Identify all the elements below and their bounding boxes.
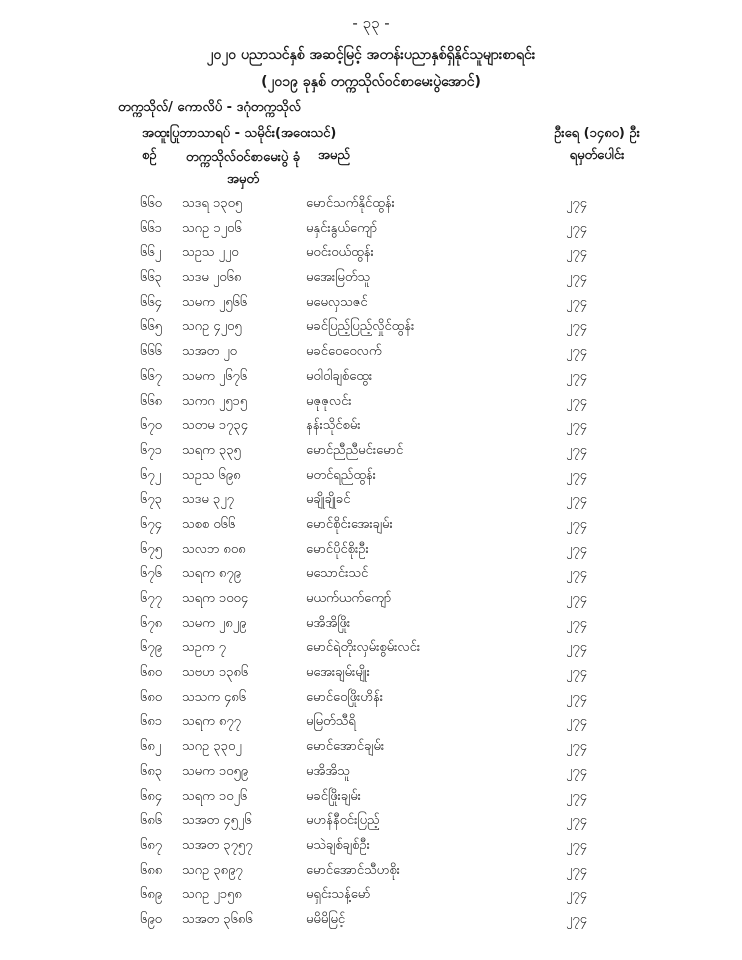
total-score: ၂၇၄ xyxy=(566,640,588,656)
student-name: မောင်စိုင်းအေးချမ်း xyxy=(306,516,393,532)
table-row xyxy=(0,787,742,812)
student-name: မနှင်းနွယ်ကျော် xyxy=(306,220,378,236)
table-row xyxy=(0,441,742,466)
page-number: - ၃၃ - xyxy=(352,14,390,32)
table-row xyxy=(0,416,742,441)
table-row xyxy=(0,663,742,688)
student-name: မောင်သက်နိုင်ထွန်း xyxy=(306,196,395,211)
table-row xyxy=(0,466,742,491)
student-name: မောင်အောင်ချမ်း xyxy=(306,739,385,755)
table-row xyxy=(0,910,742,935)
table-row xyxy=(0,342,742,367)
table-row xyxy=(0,515,742,540)
row-number: ၆၈၃ xyxy=(140,763,163,779)
row-number: ၆၉၀ xyxy=(140,911,162,927)
total-score: ၂၇၄ xyxy=(566,714,588,730)
row-number: ၆၆၃ xyxy=(140,270,162,286)
table-row xyxy=(0,317,742,342)
total-score: ၂၇၄ xyxy=(566,294,588,310)
total-score: ၂၇၄ xyxy=(566,220,588,236)
subject-heading: အထူးပြုဘာသာရပ် - သမိုင်း(အဝေးသင်) xyxy=(142,126,337,141)
row-number: ၆၇၆ xyxy=(140,566,162,582)
column-header-roll: တက္ကသိုလ်ဝင်စာမေးပွဲ ခုံအမှတ် xyxy=(185,150,301,187)
table-row xyxy=(0,219,742,244)
roll-number: သဥသ ၂၂၀ xyxy=(182,245,239,261)
row-number: ၆၆၁ xyxy=(140,220,162,236)
table-row xyxy=(0,194,742,219)
table-row xyxy=(0,861,742,886)
roll-number: သလဘ ၈၀၈ xyxy=(182,541,246,557)
row-number: ၆၆၇ xyxy=(140,368,162,384)
total-score: ၂၇၄ xyxy=(566,566,588,582)
roll-number: သသက ၄၈၆ xyxy=(182,689,247,705)
row-number: ၆၇၃ xyxy=(140,492,162,508)
roll-number: သမက ၁၀၅၉ xyxy=(182,763,249,779)
total-score: ၂၇၄ xyxy=(566,591,588,606)
roll-number: သမက ၂၅၆၆ xyxy=(182,294,248,310)
roll-number: သရက ၁၀၂၆ xyxy=(182,788,248,804)
row-number: ၆၆၄ xyxy=(140,294,162,310)
student-name: မောင်ညီညီမင်းမောင် xyxy=(306,442,404,458)
row-number: ၆၈၁ xyxy=(140,714,163,730)
roll-number: သအတ ၃၆၈၆ xyxy=(182,911,253,927)
document-title: ၂၀၂၀ ပညာသင်နှစ် အဆင့်မြင့် အတန်းပညာနှစ်ရှိနိုင်သူများစာရင်း xyxy=(206,47,536,63)
table-row xyxy=(0,243,742,268)
roll-number: သအတ ၄၅၂၆ xyxy=(182,813,252,829)
total-score: ၂၇၄ xyxy=(566,788,588,804)
column-header-name: အမည် xyxy=(318,148,350,163)
total-score: ၂၇၄ xyxy=(566,467,588,483)
student-name: မောင်အောင်သီဟစိုး xyxy=(306,862,400,878)
row-number: ၆၆၆ xyxy=(140,344,162,360)
roll-number: သဒရ ၁၃၀၅ xyxy=(182,196,243,211)
table-row xyxy=(0,614,742,639)
row-number: ၆၆၈ xyxy=(140,393,163,409)
student-name: မခင်ပြည့်ပြည့်လှိုင်ထွန်း xyxy=(306,319,415,335)
row-number: ၆၈၇ xyxy=(140,837,163,853)
roll-number: သမက ၂၆၇၆ xyxy=(182,368,248,384)
student-name: မအေးချမ်းမျိုး xyxy=(306,665,370,681)
university-heading: တက္ကသိုလ်/ ကောလိပ် - ဒဂုံတက္ကသိုလ် xyxy=(118,100,301,115)
document-subtitle: (၂၀၁၉ ခုနှစ် တက္ကသိုလ်ဝင်စာမေးပွဲအောင်) xyxy=(261,74,481,90)
column-header-score: ရမှတ်ပေါင်း xyxy=(569,148,625,163)
total-score: ၂၇၄ xyxy=(566,862,588,878)
student-name: မမြတ်သီရိ xyxy=(306,714,356,730)
roll-number: သဂဥ ၃၃၀၂ xyxy=(182,739,242,755)
total-score: ၂၇၄ xyxy=(566,541,588,557)
row-number: ၆၆၀ xyxy=(140,196,162,211)
total-score: ၂၇၄ xyxy=(566,270,588,286)
row-number: ၆၇၅ xyxy=(140,541,162,557)
student-name: မဟန်နီဝင်းပြည့် xyxy=(306,813,380,829)
total-score: ၂၇၄ xyxy=(566,393,588,409)
student-name: မအိအိသူ xyxy=(306,763,350,779)
student-name: မောင်ရဲတိုးလှမ်းစွမ်းလင်း xyxy=(306,640,421,656)
student-name: မဇုဇုလင်း xyxy=(306,393,352,409)
total-score: ၂၇၄ xyxy=(566,516,588,532)
roll-number: သကဂ ၂၅၁၅ xyxy=(182,393,248,409)
table-row xyxy=(0,589,742,614)
roll-number: သအတ ၃၇၅၇ xyxy=(182,837,253,853)
row-number: ၆၇၇ xyxy=(140,591,162,606)
student-name: မသဲချစ်ချစ်ဦး xyxy=(306,837,370,853)
row-number: ၆၆၅ xyxy=(140,319,162,335)
row-number: ၆၇၀ xyxy=(140,418,162,434)
total-score: ၂၇၄ xyxy=(566,319,588,335)
table-row xyxy=(0,712,742,737)
roll-number: သတမ ၁၇၃၄ xyxy=(182,418,249,434)
row-number: ၆၈၂ xyxy=(140,739,162,755)
roll-number: သဥသ ၆၉၈ xyxy=(182,467,241,483)
student-name: နန်းသိုင်စမ်း xyxy=(306,418,361,434)
total-score: ၂၇၄ xyxy=(566,344,588,360)
table-row xyxy=(0,392,742,417)
total-score: ၂၇၄ xyxy=(566,196,588,211)
roll-number: သဂဥ ၁၂၀၆ xyxy=(182,220,242,236)
total-score: ၂၇၄ xyxy=(566,442,588,458)
student-name: မဝါဝါချစ်ထွေး xyxy=(306,368,373,384)
total-score: ၂၇၄ xyxy=(566,763,588,779)
table-row xyxy=(0,367,742,392)
roll-number: သရက ၃၃၅ xyxy=(182,442,241,458)
student-name: မအေးမြတ်သူ xyxy=(306,270,371,286)
roll-number: သဂဥ ၃၈၉၇ xyxy=(182,862,243,878)
student-name: မချိုချိုခင် xyxy=(306,492,351,508)
roll-number: သရက ၁၀၀၄ xyxy=(182,591,249,606)
total-score: ၂၇၄ xyxy=(566,689,588,705)
total-score: ၂၇၄ xyxy=(566,665,588,681)
total-score: ၂၇၄ xyxy=(566,813,588,829)
table-row xyxy=(0,540,742,565)
column-header-no: စဉ် xyxy=(142,148,157,163)
student-name: မရှင်းသန့်မော် xyxy=(306,887,371,903)
roll-number: သမက ၂၈၂၉ xyxy=(182,615,247,631)
student-name: မတင်ရည်ထွန်း xyxy=(306,467,376,483)
table-row xyxy=(0,688,742,713)
roll-number: သရက ၈၇၇ xyxy=(182,714,241,730)
roll-number: သဒမ ၂၀၆၈ xyxy=(182,270,242,286)
total-score: ၂၇၄ xyxy=(566,245,588,261)
table-row xyxy=(0,293,742,318)
seats-heading: ဦးရေ (၁၄၈၀) ဦး xyxy=(554,126,640,141)
total-score: ၂၇၄ xyxy=(566,492,588,508)
table-row xyxy=(0,836,742,861)
row-number: ၆၈၈ xyxy=(140,862,163,878)
total-score: ၂၇၄ xyxy=(566,837,588,853)
student-name: မမေလှသဇင် xyxy=(306,294,368,310)
table-row xyxy=(0,268,742,293)
table-row xyxy=(0,737,742,762)
roll-number: သဂဥ ၄၂၀၅ xyxy=(182,319,242,335)
table-row xyxy=(0,564,742,589)
student-name: မယက်ယက်ကျော် xyxy=(306,591,392,606)
total-score: ၂၇၄ xyxy=(566,887,588,903)
total-score: ၂၇၄ xyxy=(566,911,588,927)
row-number: ၆၆၂ xyxy=(140,245,162,261)
student-name: မောင်ဝေဖြိုးဟိန်း xyxy=(306,689,384,705)
row-number: ၆၈၀ xyxy=(140,689,163,705)
roll-number: သဥက ၇ xyxy=(182,640,226,656)
total-score: ၂၇၄ xyxy=(566,368,588,384)
row-number: ၆၈၉ xyxy=(140,887,163,903)
total-score: ၂၇၄ xyxy=(566,615,588,631)
student-name: မအိအိဖြိုး xyxy=(306,615,351,631)
row-number: ၆၈၄ xyxy=(140,788,163,804)
student-name: မခင်ဝေဝေလက် xyxy=(306,344,382,360)
student-name: မောင်ပိုင်စိုးဦး xyxy=(306,541,369,557)
results-table xyxy=(0,194,742,935)
row-number: ၆၇၈ xyxy=(140,615,163,631)
total-score: ၂၇၄ xyxy=(566,739,588,755)
table-row xyxy=(0,762,742,787)
row-number: ၆၇၉ xyxy=(140,640,162,656)
roll-number: သဗဟ ၁၃၈၆ xyxy=(182,665,249,681)
row-number: ၆၇၄ xyxy=(140,516,162,532)
roll-number: သဒမ ၃၂၇ xyxy=(182,492,234,508)
row-number: ၆၈၆ xyxy=(140,813,163,829)
total-score: ၂၇၄ xyxy=(566,418,588,434)
row-number: ၆၇၂ xyxy=(140,467,162,483)
roll-number: သဂဥ ၂၁၅၈ xyxy=(182,887,242,903)
roll-number: သအတ ၂၀ xyxy=(182,344,237,360)
table-row xyxy=(0,490,742,515)
table-row xyxy=(0,811,742,836)
table-row xyxy=(0,885,742,910)
student-name: မခင်ဖြိုးချမ်း xyxy=(306,788,361,804)
row-number: ၆၇၁ xyxy=(140,442,162,458)
student-name: မသောင်းသင် xyxy=(306,566,369,582)
student-name: မမိမိမြင့် xyxy=(306,911,346,927)
student-name: မဝင်းဝယ်ထွန်း xyxy=(306,245,374,261)
roll-number: သစစ ၀၆၆ xyxy=(182,516,236,532)
row-number: ၆၈၀ xyxy=(140,665,163,681)
table-row xyxy=(0,638,742,663)
roll-number: သရက ၈၇၉ xyxy=(182,566,241,582)
